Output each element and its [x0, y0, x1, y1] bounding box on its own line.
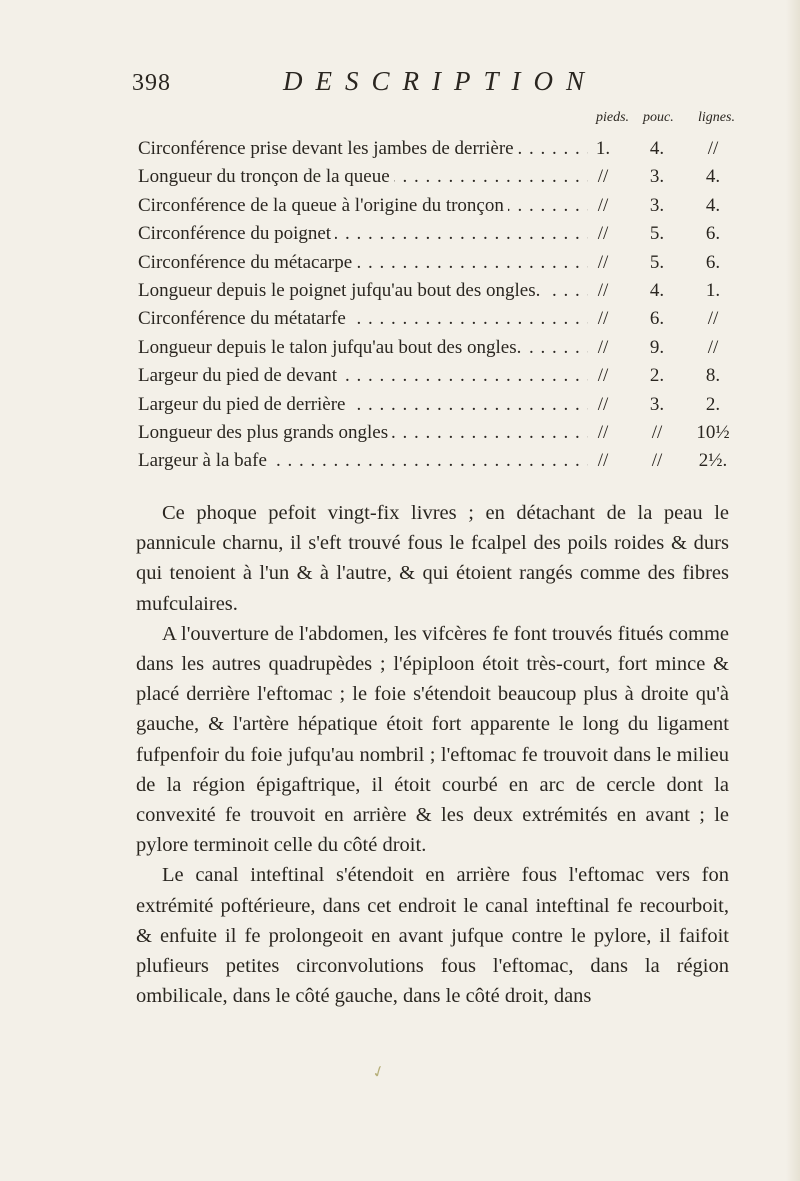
value-pouces: 4.	[649, 138, 665, 159]
measurement-label: Circonférence prise devant les jambes de derrière . . .	[138, 138, 588, 160]
measurement-row	[0, 422, 800, 450]
value-lignes: 4.	[705, 166, 721, 188]
column-headers	[0, 110, 800, 130]
value-lignes: 2½.	[698, 450, 728, 472]
measurement-row	[0, 337, 800, 365]
value-pieds: //	[597, 279, 609, 301]
page-number: 398	[132, 70, 171, 96]
measurement-label: Circonférence du métatarfe . . .	[138, 308, 588, 330]
value-pouces: 2.	[649, 365, 665, 387]
measurement-row	[0, 252, 800, 280]
column-header-pieds: pieds.	[596, 110, 630, 125]
value-pieds: //	[597, 365, 609, 387]
measurement-label: Longueur des plus grands ongles . . .	[138, 422, 588, 444]
measurement-label: Largeur à la bafe . . .	[138, 450, 588, 472]
value-pieds: //	[597, 166, 609, 188]
value-lignes: 6.	[705, 223, 721, 245]
value-lignes: 10½	[696, 421, 730, 443]
value-lignes: 4.	[705, 194, 721, 216]
measurement-label: Circonférence du métacarpe . . .	[138, 252, 588, 274]
measurement-row	[0, 450, 800, 478]
measurement-row	[0, 394, 800, 422]
value-lignes: //	[707, 336, 719, 358]
value-pieds: //	[597, 336, 609, 358]
value-pouces: 3.	[649, 166, 665, 188]
measurement-row	[0, 223, 800, 251]
value-pouces: //	[651, 450, 663, 472]
value-lignes: //	[707, 138, 719, 159]
value-pouces: 4.	[649, 279, 665, 301]
value-lignes: 6.	[705, 251, 721, 273]
measurement-row	[0, 308, 800, 336]
measurement-table	[0, 138, 800, 479]
value-pieds: 1.	[595, 138, 611, 159]
body-text	[136, 498, 729, 1011]
ink-mark: ✓	[369, 1062, 389, 1083]
page-header	[0, 66, 800, 106]
column-header-lignes: lignes.	[698, 110, 735, 125]
paragraph: Le canal inteftinal s'étendoit en arrière fous l'eftomac vers fon extrémité poftérieure, dans cet endroit le canal inteftinal fe recourboit, & enfuite il fe prolongeoit en avant jufque contre le pylore, il faifoit plufieurs petites circonvolutions fous l'eftomac, dans la région ombilicale, dans le côté gauche, dans le côté droit, dans	[136, 864, 729, 1008]
value-pouces: 3.	[649, 393, 665, 415]
measurement-row	[0, 365, 800, 393]
value-lignes: 2.	[705, 393, 721, 415]
measurement-label: Largeur du pied de derrière . . .	[138, 394, 588, 416]
value-lignes: 8.	[705, 365, 721, 387]
value-lignes: //	[707, 308, 719, 330]
measurement-label: Largeur du pied de devant . . .	[138, 365, 588, 387]
value-lignes: 1.	[705, 279, 721, 301]
measurement-row	[0, 138, 800, 166]
measurement-row	[0, 166, 800, 194]
measurement-label: Circonférence de la queue à l'origine du tronçon . . .	[138, 195, 588, 217]
value-pieds: //	[597, 393, 609, 415]
value-pouces: 5.	[649, 251, 665, 273]
measurement-label: Longueur du tronçon de la queue . . .	[138, 166, 588, 188]
value-pieds: //	[597, 223, 609, 245]
measurement-label: Circonférence du poignet . . .	[138, 223, 588, 245]
value-pieds: //	[597, 421, 609, 443]
value-pouces: 5.	[649, 223, 665, 245]
value-pouces: 6.	[649, 308, 665, 330]
measurement-label: Longueur depuis le talon jufqu'au bout des ongles. . . .	[138, 337, 588, 359]
value-pouces: //	[651, 421, 663, 443]
value-pieds: //	[597, 251, 609, 273]
measurement-row	[0, 195, 800, 223]
column-header-pouces: pouc.	[643, 110, 674, 125]
value-pieds: //	[597, 450, 609, 472]
value-pieds: //	[597, 308, 609, 330]
value-pouces: 9.	[649, 336, 665, 358]
measurement-row	[0, 280, 800, 308]
measurement-label: Longueur depuis le poignet jufqu'au bout des ongles. . . .	[138, 280, 588, 302]
value-pieds: //	[597, 194, 609, 216]
paragraph: A l'ouverture de l'abdomen, les vifcères fe font trouvés fitués comme dans les autres quadrupèdes ; l'épiploon étoit très-court, fort mince & placé derrière l'eftomac ; le foie s'étendoit beaucoup plus à droite qu'à gauche, & l'artère hépatique étoit fort apparente le long du ligament fufpenfoir du foie jufqu'au nombril ; l'eftomac fe trouvoit dans le milieu de la région épigaftrique, il étoit courbé en arc de cercle dont la convexité fe trouvoit en arrière & les deux extrémités en avant ; le pylore terminoit celle du côté droit.	[136, 622, 729, 857]
running-title: DESCRIPTION	[283, 66, 597, 96]
paragraph: Ce phoque pefoit vingt-fix livres ; en détachant de la peau le pannicule charnu, il s'eft trouvé fous le fcalpel des poils roides & durs qui tenoient à l'un & à l'autre, & qui étoient rangés comme des fibres mufculaires.	[136, 502, 729, 615]
value-pouces: 3.	[649, 194, 665, 216]
